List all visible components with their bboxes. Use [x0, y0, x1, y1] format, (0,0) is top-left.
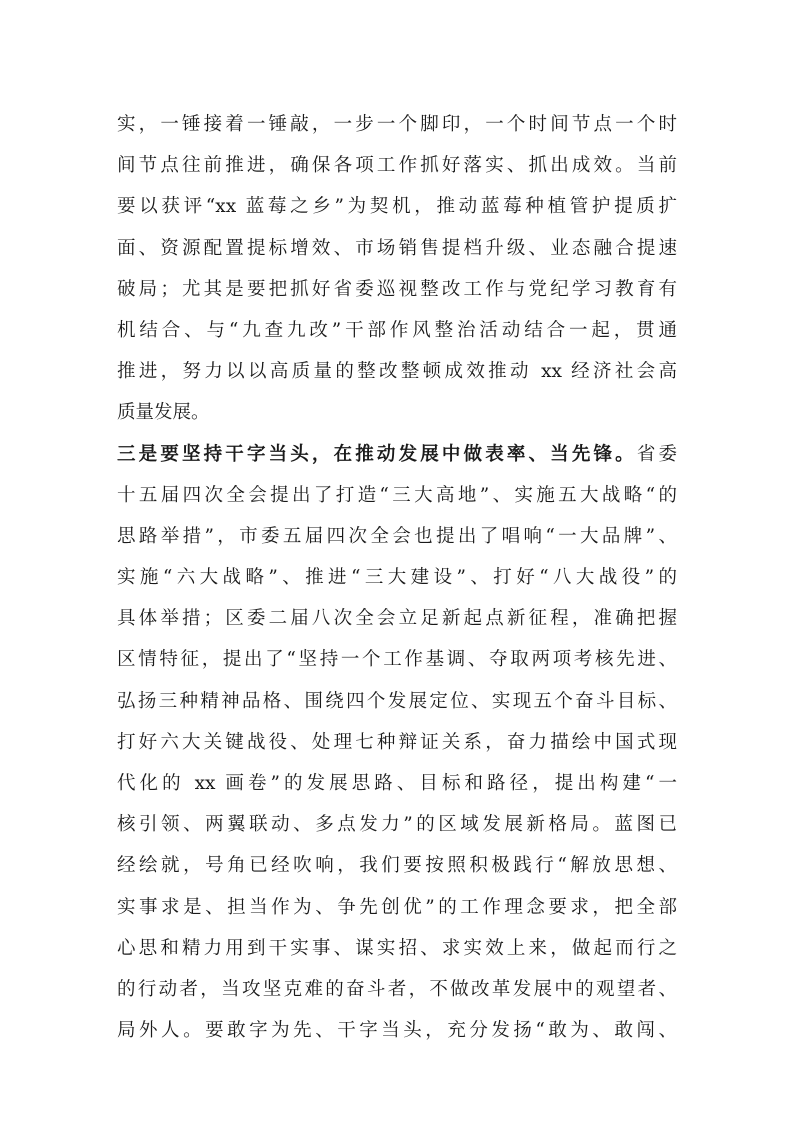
text-line: 经绘就，号角已经吹响，我们要按照积极践行“解放思想、 [117, 855, 677, 877]
text-line: 心思和精力用到干实事、谋实招、求实效上来，做起而行之 [117, 937, 677, 959]
text-line: 十五届四次全会提出了打造“三大高地”、实施五大战略“的 [117, 484, 677, 506]
paragraph-2 [117, 434, 677, 1052]
text-line: 实，一锤接着一锤敲，一步一个脚印，一个时间节点一个时 [117, 114, 677, 135]
paragraph-1 [117, 104, 677, 434]
text-line: 要以获评“xx 蓝莓之乡”为契机，推动蓝莓种植管护提质扩 [117, 196, 677, 218]
text-line: 机结合、与“九查九改”干部作风整治活动结合一起，贯通 [117, 319, 677, 341]
paragraph-lead-line [117, 434, 677, 475]
text-line: 打好六大关键战役、处理七种辩证关系，奋力描绘中国式现 [117, 731, 677, 753]
text-line: 间节点往前推进，确保各项工作抓好落实、抓出成效。当前 [117, 155, 677, 177]
text-line: 具体举措；区委二届八次全会立足新起点新征程，准确把握 [117, 608, 677, 630]
text-line: 思路举措”，市委五届四次全会也提出了唱响“一大品牌”、 [117, 525, 677, 547]
text-line: 实事求是、担当作为、争先创优”的工作理念要求，把全部 [117, 896, 677, 918]
body-text [117, 104, 677, 1051]
text-line: 核引领、两翼联动、多点发力”的区域发展新格局。蓝图已 [117, 814, 677, 836]
text-line: 质量发展。 [117, 402, 210, 424]
lead-rest: 省委 [636, 443, 677, 465]
text-line: 面、资源配置提标增效、市场销售提档升级、业态融合提速 [117, 237, 677, 259]
text-line: 区情特征，提出了“坚持一个工作基调、夺取两项考核先进、 [117, 649, 677, 671]
text-line: 的行动者，当攻坚克难的奋斗者，不做改革发展中的观望者、 [117, 978, 677, 1000]
text-line: 代化的 xx 画卷”的发展思路、目标和路径，提出构建“一 [117, 773, 677, 794]
text-line: 弘扬三种精神品格、围绕四个发展定位、实现五个奋斗目标、 [117, 690, 677, 712]
text-line: 推进，努力以以高质量的整改整顿成效推动 xx 经济社会高 [117, 361, 677, 383]
text-line: 实施“六大战略”、推进“三大建设”、打好“八大战役”的 [117, 567, 677, 589]
bold-heading: 三是要坚持干字当头，在推动发展中做表率、当先锋。 [117, 443, 637, 465]
text-line: 局外人。要敢字为先、干字当头，充分发扬“敢为、敢闯、 [117, 1020, 677, 1042]
text-line: 破局；尤其是要把抓好省委巡视整改工作与党纪学习教育有 [117, 278, 677, 300]
